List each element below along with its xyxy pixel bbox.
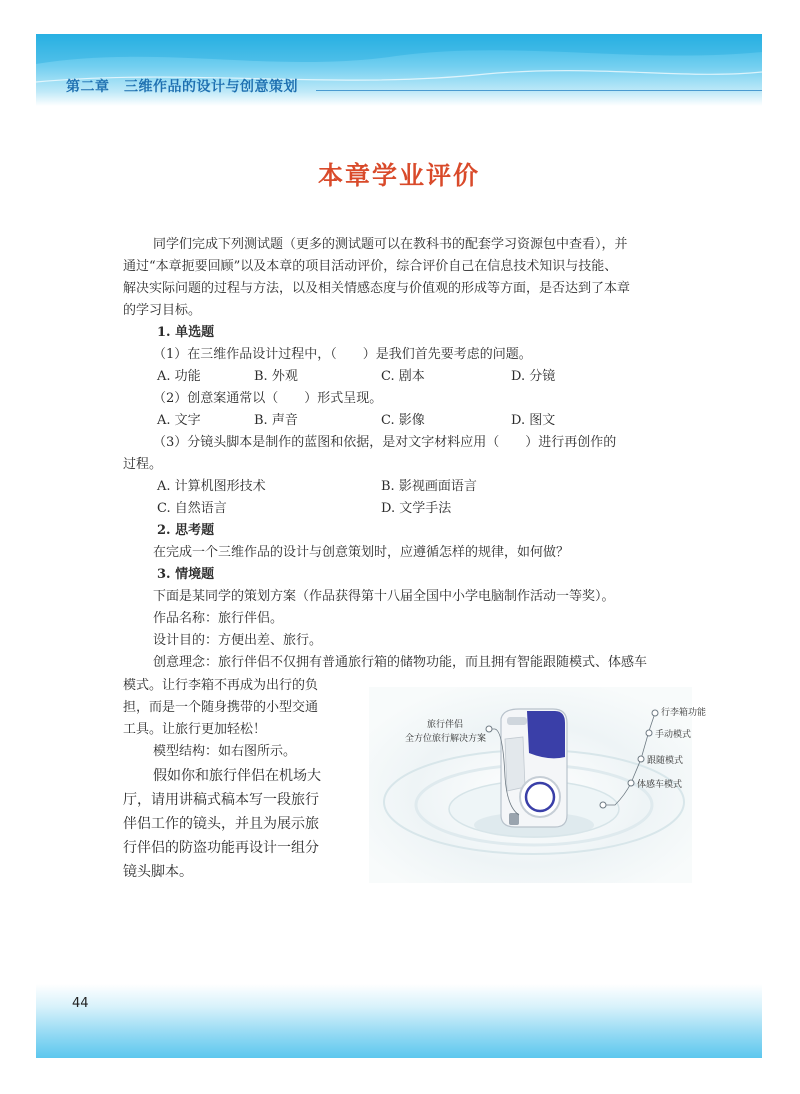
scenario-wrap-line: 模型结构：如右图所示。	[153, 744, 297, 759]
page-title: 本章学业评价	[317, 161, 480, 190]
question-stem: （2）创意案通常以（ ）形式呈现。	[153, 391, 383, 406]
scenario-line: 创意理念：旅行伴侣不仅拥有普通旅行箱的储物功能，而且拥有智能跟随模式、体感车	[153, 655, 648, 670]
option: A. 计算机图形技术	[157, 479, 266, 494]
section-heading-thinking: 2. 思考题	[157, 523, 215, 538]
option: C. 影像	[381, 413, 425, 428]
figure-label-suitcase-function: 行李箱功能	[661, 708, 707, 718]
thinking-question: 在完成一个三维作品的设计与创意策划时，应遵循怎样的规律，如何做？	[153, 545, 570, 560]
intro-line: 通过“本章扼要回顾”以及本章的项目活动评价，综合评价自己在信息技术知识与技能、	[123, 259, 618, 274]
chapter-title: 第二章 三维作品的设计与创意策划	[66, 79, 298, 95]
scenario-wrap-line: 伴侣工作的镜头，并且为展示旅	[123, 816, 319, 832]
option: C. 自然语言	[157, 501, 227, 516]
question-stem: （3）分镜头脚本是制作的蓝图和依据，是对文字材料应用（ ）进行再创作的	[153, 435, 617, 450]
option: C. 剧本	[381, 369, 425, 384]
figure-label-follow-mode: 跟随模式	[647, 756, 684, 766]
option: B. 外观	[254, 369, 298, 384]
option: D. 分镜	[511, 369, 556, 384]
figure-label-ride-mode: 体感车模式	[637, 780, 683, 790]
option: A. 文字	[157, 413, 201, 428]
option: B. 影视画面语言	[381, 479, 477, 494]
section-heading-single-choice: 1. 单选题	[157, 325, 215, 340]
textbook-page	[36, 34, 762, 1058]
section-heading-scenario: 3. 情境题	[157, 567, 215, 582]
question-stem: （1）在三维作品设计过程中，（ ）是我们首先要考虑的问题。	[153, 347, 532, 362]
intro-line: 的学习目标。	[123, 303, 202, 318]
page-number: 44	[72, 996, 89, 1011]
scenario-wrap-line: 假如你和旅行伴侣在机场大	[153, 768, 321, 784]
scenario-line: 作品名称：旅行伴侣。	[153, 611, 284, 626]
intro-line: 解决实际问题的过程与方法，以及相关情感态度与价值观的形成等方面，是否达到了本章	[123, 281, 631, 296]
scenario-wrap-line: 担，而是一个随身携带的小型交通	[123, 700, 319, 715]
figure-label-product: 旅行伴侣	[427, 720, 464, 730]
option: B. 声音	[254, 413, 298, 428]
scenario-line: 设计目的：方便出差、旅行。	[153, 633, 323, 648]
question-stem-cont: 过程。	[123, 457, 163, 472]
scenario-wrap-line: 镜头脚本。	[123, 864, 193, 880]
scenario-wrap-line: 模式。让行李箱不再成为出行的负	[123, 678, 319, 693]
option: D. 文学手法	[381, 501, 452, 516]
chapter-underline	[316, 90, 762, 91]
option: A. 功能	[157, 369, 201, 384]
travel-companion-figure	[369, 687, 707, 883]
scenario-wrap-line: 工具。让旅行更加轻松！	[123, 722, 267, 737]
option: D. 图文	[511, 413, 556, 428]
scenario-line: 下面是某同学的策划方案（作品获得第十八届全国中小学电脑制作活动一等奖）。	[153, 589, 615, 604]
footer-band	[36, 984, 762, 1058]
figure-label-tagline: 全方位旅行解决方案	[405, 734, 487, 744]
scenario-wrap-line: 厅，请用讲稿式稿本写一段旅行	[123, 792, 319, 808]
figure-label-manual-mode: 手动模式	[655, 730, 692, 740]
intro-line: 同学们完成下列测试题（更多的测试题可以在教科书的配套学习资源包中查看），并	[153, 237, 628, 252]
scenario-wrap-line: 行伴侣的防盗功能再设计一组分	[123, 840, 319, 856]
